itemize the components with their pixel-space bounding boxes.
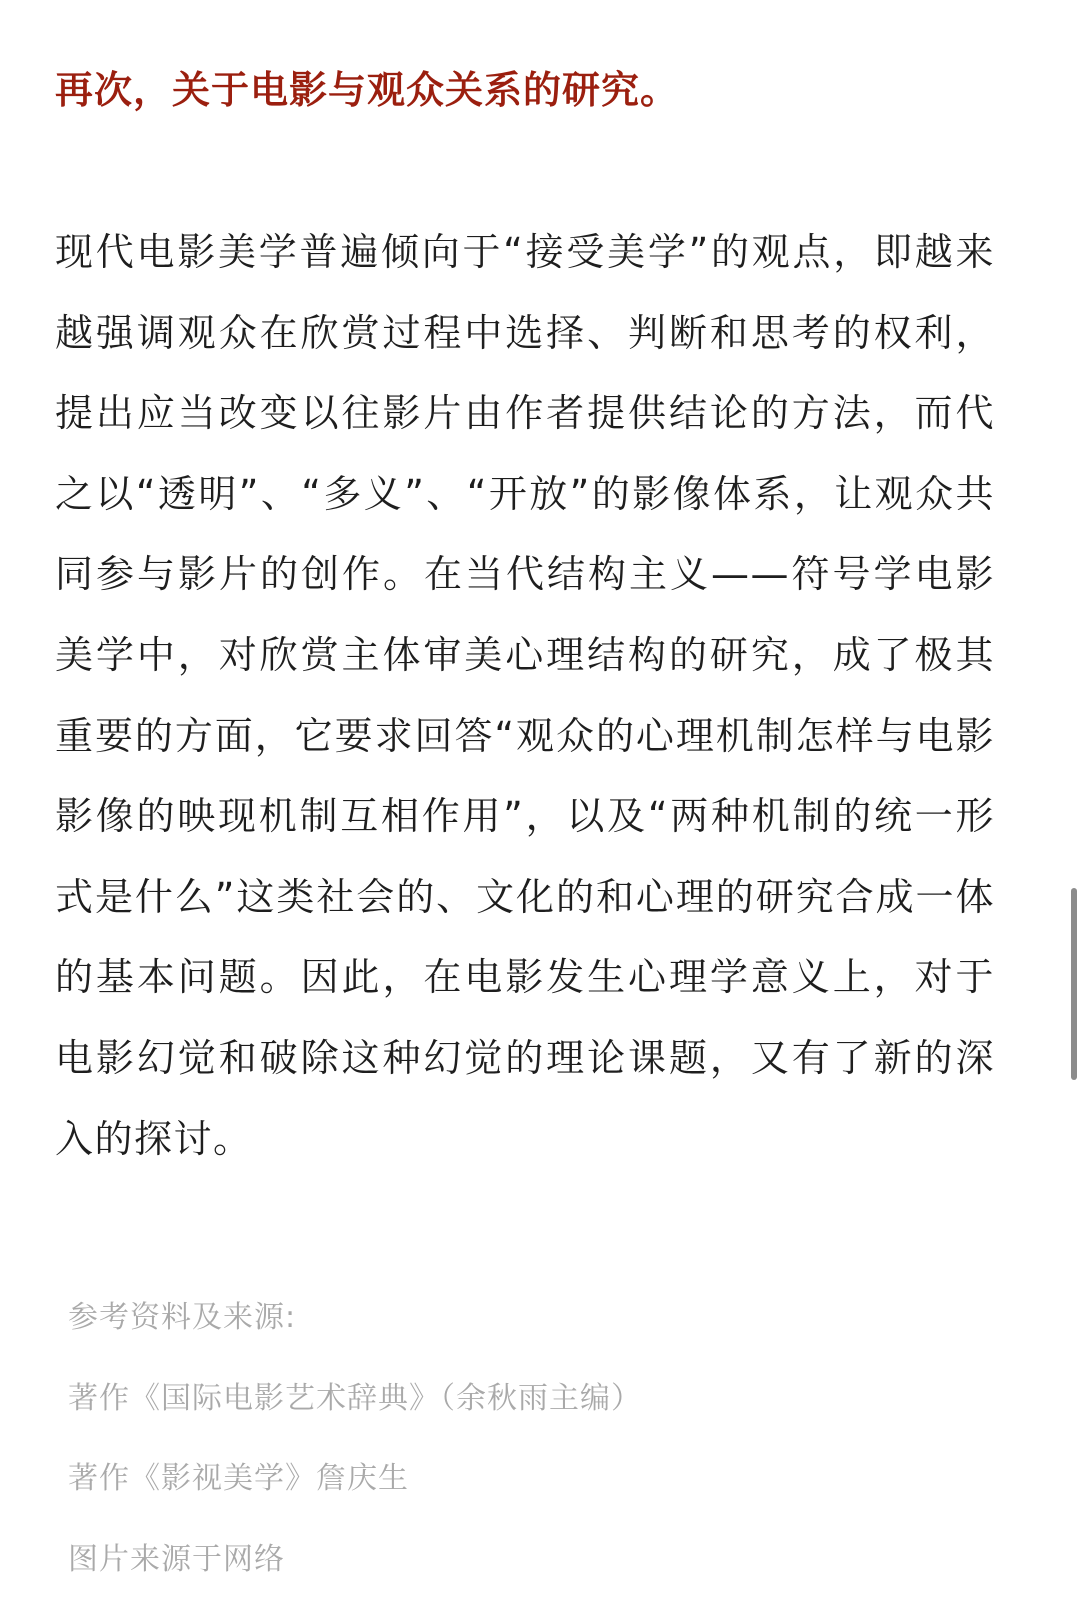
- vertical-scrollbar[interactable]: [1066, 0, 1080, 1617]
- references-title: 参考资料及来源:: [68, 1300, 297, 1335]
- scrollbar-thumb[interactable]: [1071, 888, 1077, 1080]
- reference-item: 著作《国际电影艺术辞典》（余秋雨主编）: [68, 1380, 642, 1416]
- body-paragraph: 现代电影美学普遍倾向于“接受美学”的观点，即越来越强调观众在欣赏过程中选择、判断和思考的权利，提出应当改变以往影片由作者提供结论的方法，而代之以“透明”、“多义”、“开放”的影像体系，让观众共同参与影片的创作。在当代结构主义——符号学电影美学中，对欣赏主体审美心理结构的研究，成了极其重要的方面，它要求回答“观众的心理机制怎样与电影影像的映现机制互相作用”，以及“两种机制的统一形式是什么”这类社会的、文化的和心理的研究合成一体的基本问题。因此，在电影发生心理学意义上，对于电影幻觉和破除这种幻觉的理论课题，又有了新的深入的探讨。: [55, 230, 995, 1161]
- section-heading: 再次，关于电影与观众关系的研究。: [55, 68, 680, 112]
- references-section: [68, 1278, 988, 1600]
- reference-item: 图片来源于网络: [68, 1541, 285, 1577]
- reference-item: 著作《影视美学》詹庆生: [68, 1461, 409, 1496]
